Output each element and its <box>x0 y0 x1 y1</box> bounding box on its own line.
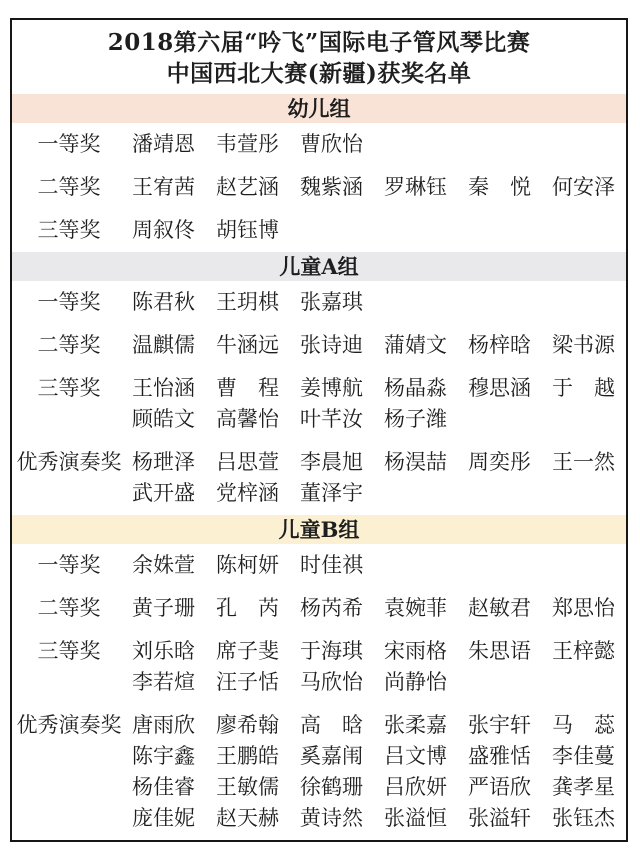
winner-name: 王宥茜 <box>132 175 195 199</box>
winner-name-line <box>132 743 636 770</box>
winner-name: 于海琪 <box>300 639 363 663</box>
winner-name: 高馨怡 <box>216 407 279 431</box>
document-title <box>12 20 626 94</box>
award-label: 一等奖 <box>37 132 101 156</box>
winner-name: 刘乐晗 <box>132 639 195 663</box>
award-row <box>12 123 626 166</box>
winner-name-line <box>132 289 626 316</box>
winner-name: 韦萱彤 <box>216 132 279 156</box>
award-row <box>12 587 626 630</box>
winner-name: 梁书源 <box>552 333 615 357</box>
winner-name: 穆思涵 <box>468 376 531 400</box>
winner-name: 廖希翰 <box>216 713 279 737</box>
groups-container <box>12 94 626 840</box>
winner-name-line <box>132 805 636 832</box>
winner-name: 罗琳钰 <box>384 175 447 199</box>
winner-name: 马欣怡 <box>300 670 363 694</box>
winner-name: 马 蕊 <box>552 713 615 737</box>
winner-name: 杨芮希 <box>300 596 363 620</box>
winner-name: 黄诗然 <box>300 806 363 830</box>
winner-name: 曹欣怡 <box>300 132 363 156</box>
winner-name: 龚孝星 <box>552 775 615 799</box>
winner-name: 郑思怡 <box>552 596 615 620</box>
winner-name: 姜博航 <box>300 376 363 400</box>
winner-name-line <box>132 217 626 244</box>
award-label: 一等奖 <box>37 290 101 314</box>
winner-name: 赵敏君 <box>468 596 531 620</box>
winner-name: 杨子潍 <box>384 407 447 431</box>
winner-name: 朱思语 <box>468 639 531 663</box>
award-label: 二等奖 <box>37 175 101 199</box>
winner-name: 周叙佟 <box>132 218 195 242</box>
winner-name: 王鹏皓 <box>216 744 279 768</box>
award-label: 二等奖 <box>37 333 101 357</box>
winner-name-line <box>132 131 626 158</box>
award-row <box>12 166 626 209</box>
group-header-band: 幼儿组 <box>12 94 626 123</box>
winner-name: 陈宇鑫 <box>132 744 195 768</box>
award-label: 优秀演奏奖 <box>16 450 122 474</box>
winner-name: 张嘉琪 <box>300 290 363 314</box>
winner-name: 李晨旭 <box>300 450 363 474</box>
winner-name: 吕欣妍 <box>384 775 447 799</box>
award-label: 三等奖 <box>37 376 101 400</box>
winner-name: 张宇轩 <box>468 713 531 737</box>
winner-name: 杨梓晗 <box>468 333 531 357</box>
winner-name: 王玥棋 <box>216 290 279 314</box>
winner-name: 杨淏喆 <box>384 450 447 474</box>
winner-name: 王一然 <box>552 450 615 474</box>
winner-name: 奚嘉闱 <box>300 744 363 768</box>
award-label: 三等奖 <box>37 218 101 242</box>
award-row <box>12 281 626 324</box>
winner-name: 陈君秋 <box>132 290 195 314</box>
winner-name-line <box>132 774 636 801</box>
winner-name: 尚静怡 <box>384 670 447 694</box>
winner-name-line <box>132 595 636 622</box>
winner-name: 党梓涵 <box>216 481 279 505</box>
winner-name-line <box>132 375 636 402</box>
winner-name: 叶芊汝 <box>300 407 363 431</box>
winner-name: 王梓懿 <box>552 639 615 663</box>
winner-name: 余姝萱 <box>132 553 195 577</box>
winner-name: 黄子珊 <box>132 596 195 620</box>
winner-name: 秦 悦 <box>468 175 531 199</box>
winner-name: 盛雅恬 <box>468 744 531 768</box>
winner-name: 何安泽 <box>552 175 615 199</box>
winner-name-line <box>132 712 636 739</box>
award-label: 优秀演奏奖 <box>16 713 122 737</box>
winner-name: 牛涵远 <box>216 333 279 357</box>
winner-name: 杨玴泽 <box>132 450 195 474</box>
winner-name: 袁婉菲 <box>384 596 447 620</box>
winner-name-line <box>132 406 636 433</box>
winner-name: 宋雨格 <box>384 639 447 663</box>
winner-name-lines <box>126 375 636 433</box>
winner-name-lines <box>126 332 636 359</box>
winner-name: 胡钰博 <box>216 218 279 242</box>
winner-name: 杨佳睿 <box>132 775 195 799</box>
winner-name: 赵艺涵 <box>216 175 279 199</box>
winner-name-line <box>132 552 626 579</box>
group-header-band: 儿童B组 <box>12 515 626 544</box>
winner-name: 潘靖恩 <box>132 132 195 156</box>
award-row <box>12 704 626 840</box>
winner-name-line <box>132 449 636 476</box>
winner-name-line <box>132 174 636 201</box>
winner-name: 张溢恒 <box>384 806 447 830</box>
award-row <box>12 630 626 704</box>
winner-name-lines <box>126 217 626 244</box>
winner-name-lines <box>126 449 636 507</box>
winner-name-lines <box>126 289 626 316</box>
winner-name: 王怡涵 <box>132 376 195 400</box>
winner-name-lines <box>126 595 636 622</box>
winner-name: 周奕彤 <box>468 450 531 474</box>
award-row <box>12 367 626 441</box>
winner-name: 曹 程 <box>216 376 279 400</box>
winner-name: 魏紫涵 <box>300 175 363 199</box>
winner-name: 时佳祺 <box>300 553 363 577</box>
winner-name: 孔 芮 <box>216 596 279 620</box>
winner-name-lines <box>126 638 636 696</box>
winner-name: 武开盛 <box>132 481 195 505</box>
winner-name-line <box>132 669 636 696</box>
winner-name: 张柔嘉 <box>384 713 447 737</box>
winner-name: 张钰杰 <box>552 806 615 830</box>
award-label: 一等奖 <box>37 553 101 577</box>
award-row <box>12 544 626 587</box>
winner-name: 温麒儒 <box>132 333 195 357</box>
winner-name: 张诗迪 <box>300 333 363 357</box>
winner-name: 蒲婧文 <box>384 333 447 357</box>
title-line-2: 中国西北大赛(新疆)获奖名单 <box>166 60 472 87</box>
winner-name: 高 晗 <box>300 713 363 737</box>
winner-name: 庞佳妮 <box>132 806 195 830</box>
winner-name: 王敏儒 <box>216 775 279 799</box>
award-row <box>12 324 626 367</box>
winner-name-line <box>132 638 636 665</box>
award-label: 三等奖 <box>37 639 101 663</box>
award-label: 二等奖 <box>37 596 101 620</box>
award-document <box>10 18 628 842</box>
winner-name: 唐雨欣 <box>132 713 195 737</box>
winner-name: 李佳蔓 <box>552 744 615 768</box>
winner-name-line <box>132 480 636 507</box>
winner-name: 董泽宇 <box>300 481 363 505</box>
winner-name: 于 越 <box>552 376 615 400</box>
winner-name: 张溢轩 <box>468 806 531 830</box>
winner-name: 杨晶淼 <box>384 376 447 400</box>
winner-name: 吕文博 <box>384 744 447 768</box>
winner-name: 赵天赫 <box>216 806 279 830</box>
winner-name-line <box>132 332 636 359</box>
winner-name-lines <box>126 712 636 832</box>
winner-name: 李若煊 <box>132 670 195 694</box>
winner-name: 徐鹤珊 <box>300 775 363 799</box>
winner-name: 严语欣 <box>468 775 531 799</box>
winner-name-lines <box>126 174 636 201</box>
winner-name: 陈柯妍 <box>216 553 279 577</box>
winner-name-lines <box>126 552 626 579</box>
winner-name: 汪子恬 <box>216 670 279 694</box>
award-row <box>12 441 626 515</box>
award-row <box>12 209 626 252</box>
title-line-1: 2018第六届“吟飞”国际电子管风琴比赛 <box>107 29 531 56</box>
winner-name: 吕思萱 <box>216 450 279 474</box>
group-header-band: 儿童A组 <box>12 252 626 281</box>
winner-name: 顾皓文 <box>132 407 195 431</box>
winner-name: 席子斐 <box>216 639 279 663</box>
winner-name-lines <box>126 131 626 158</box>
